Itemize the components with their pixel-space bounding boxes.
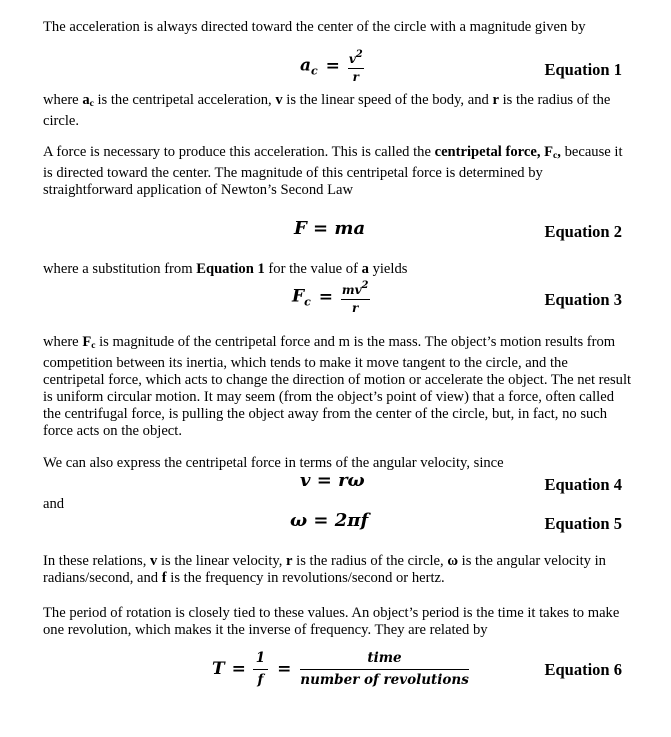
eq1-lhs-sub: c [311,64,318,78]
eq6-equals-2: = [277,659,292,679]
eq3-denominator: r [352,301,359,315]
equation-6-label: Equation 6 [544,660,622,679]
eq1-denominator: r [352,70,359,84]
equation-3-label: Equation 3 [544,290,622,309]
equation-1-formula [300,46,364,86]
eq6-equals: = [231,659,246,679]
eq3-numerator: $mv^2$ [341,277,370,300]
eq3-equals: = [318,286,333,307]
equation-5-formula: ω = 2πf [290,510,369,531]
circular-motion-paragraph: where $F_c$ is magnitude of the centripetal force and m is the mass. The object’s motion results from competition between its inertia, which tends to make it move tangent to the circle, and the centripetal force, which acts to change the direction of motion or accelerate the object. The net result is uniform circular motion. It may seem (from the object’s point of view) that a force, often called the centrifugal force, is pulling the object away from the center of the circle, but, in fact, no such force acts on the object. [43,334,632,439]
eq1-numerator: $v^2$ [348,46,364,69]
and-text: and [43,496,65,512]
eq1-lhs: a [300,55,312,76]
equation-3-formula [292,277,370,317]
equation-2-formula: F = ma [294,218,366,239]
substitution-paragraph: where a substitution from Equation 1 for the value of a yields [43,261,408,277]
eq6-lhs: T [212,659,225,679]
acceleration-definition-paragraph: where $a_c$ is the centripetal acceleration, v is the linear speed of the body, and r is the radius of the circle. [43,92,611,129]
eq6-numerator-1: 1 [253,650,268,670]
equation-1-label: Equation 1 [544,60,622,79]
eq6-numerator-2: time [300,650,469,670]
equation-4-label: Equation 4 [544,475,622,494]
eq6-fraction-1 [253,650,268,689]
eq6-denominator-1: f [257,672,264,688]
eq6-denominator-2: number of revolutions [300,672,469,688]
intro-paragraph: The acceleration is always directed toward the center of the circle with a magnitude given by [43,19,586,35]
eq1-fraction [348,46,364,86]
equation-4-formula: v = rω [300,470,365,491]
centripetal-force-paragraph: A force is necessary to produce this acceleration. This is called the centripetal force, $F_c$, because it is directed toward the center. The magnitude of this centripetal force is determined by straightforward application of Newton’s Second Law [43,144,623,198]
eq3-fraction [341,277,370,317]
eq1-equals: = [325,55,340,76]
eq3-lhs: F [292,286,305,307]
equation-2-label: Equation 2 [544,222,622,241]
period-paragraph: The period of rotation is closely tied to these values. An object’s period is the time it takes to make one revolution, which makes it the inverse of frequency. They are related by [43,605,620,638]
equation-5-label: Equation 5 [544,514,622,533]
eq3-lhs-sub: c [304,295,311,309]
relations-paragraph: In these relations, v is the linear velocity, r is the radius of the circle, ω is the angular velocity in radians/second, and f is the frequency in revolutions/second or hertz. [43,553,606,586]
eq6-fraction-2 [300,650,469,689]
angular-velocity-paragraph: We can also express the centripetal force in terms of the angular velocity, since [43,455,504,471]
equation-6-formula [212,650,469,689]
